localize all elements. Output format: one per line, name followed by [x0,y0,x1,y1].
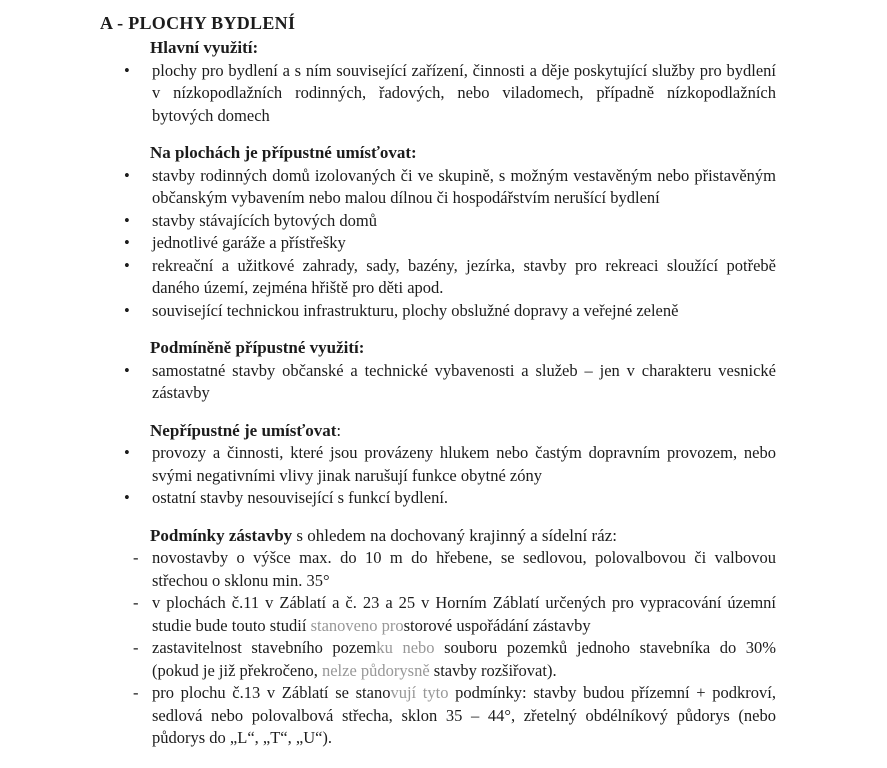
heading-run: Podmíněně přípustné využití: [150,338,365,357]
bullet-marker: • [124,165,130,185]
text-run: jednotlivé garáže a přístřešky [152,233,346,252]
heading-run: Hlavní využití: [150,38,259,57]
list-item [100,637,776,682]
heading-run: : [336,420,342,440]
bullet-marker: • [124,255,130,275]
section-item-list [100,360,776,405]
text-run: storové uspořádání zástavby [403,615,591,635]
document-title: A - PLOCHY BYDLENÍ [100,13,296,33]
text-run: stavby rodinných domů izolovaných či ve skupině, s možným vestavěným nebo přistavěným občanským vybavením nebo malou dílnou či hospodářstvím nerušící bydlení [152,165,776,207]
text-run: stavby stávajících bytových domů [152,210,377,230]
text-run: plochy pro bydlení a s ním související zařízení, činnosti a děje poskytující služby pro bydlení v nízkopodlažních rodinných, řadových, nebo viladomech, případně nízkopodlažních bytových domech [152,60,776,125]
faded-text-run: nelze půdorysně [321,660,430,680]
section [0,525,887,750]
dash-marker: - [133,638,139,657]
faded-text-run: ku nebo [376,638,435,657]
heading-run: Podmínky zástavby [150,525,293,545]
list-item [100,682,776,750]
section-heading [150,525,887,548]
text-run: pro plochu č.13 v Záblatí se stano [152,683,391,702]
section [0,337,887,405]
text-run: novostavby o výšce max. do 10 m do hřebene, se sedlovou, polovalbovou či valbovou střechou o sklonu min. 35° [152,548,776,590]
text-run: ostatní stavby nesouvisející s funkcí bydlení. [152,488,449,507]
text-run: související technickou infrastrukturu, plochy obslužné dopravy a veřejné zeleně [152,300,679,320]
text-run: podmínky: stavby budou přízemní + podkroví, sedlová nebo polovalbová střecha, sklon 35 – 44°, zřetelný obdélníkový půdorys (nebo půdorys do „L“, „T“, „U“). [152,683,776,747]
heading-run: Na plochách je přípustné umísťovat: [150,143,417,162]
bullet-marker: • [124,210,130,230]
list-item [100,165,776,210]
heading-run: s ohledem na dochovaný krajinný a sídelní ráz: [292,525,617,545]
section [0,37,887,127]
section-item-list [100,547,776,750]
section [0,420,887,510]
section [0,142,887,322]
document-body [0,37,887,750]
list-item [100,547,776,592]
section-item-list [100,165,776,323]
list-item [100,210,776,233]
section-item-list [100,60,776,128]
list-item [100,232,776,255]
faded-text-run: vují tyto [390,683,449,702]
section-item-list [100,442,776,510]
text-run: samostatné stavby občanské a technické vybavenosti a služeb – jen v charakteru vesnické zástavby [152,360,776,402]
list-item [100,487,776,510]
bullet-marker: • [124,488,130,507]
list-item [100,255,776,300]
text-run: souboru pozemků jednoho stavebníka do 30% (pokud je již překročeno, [152,638,777,680]
list-item [100,300,776,323]
text-run: rekreační a užitkové zahrady, sady, bazény, jezírka, stavby pro rekreaci sloužící potřebě daného území, zejména hřiště pro děti apod. [152,255,776,297]
section-heading [150,420,887,443]
heading-run: Nepřípustné je umísťovat [150,420,337,440]
section-heading [150,37,887,60]
bullet-marker: • [124,443,130,462]
bullet-marker: • [124,300,130,320]
dash-marker: - [133,548,139,567]
text-run: provozy a činnosti, které jsou provázeny hlukem nebo častým dopravním provozem, nebo svými negativními vlivy jinak narušují funkce obytné zóny [152,443,776,485]
faded-text-run: stanoveno pro [310,615,404,635]
section-heading [150,142,887,165]
dash-marker: - [133,683,139,702]
bullet-marker: • [124,233,130,252]
dash-marker: - [133,593,139,612]
section-heading [150,337,887,360]
list-item [100,60,776,128]
bullet-marker: • [124,60,130,80]
list-item [100,592,776,637]
text-run: v plochách č.11 v Záblatí a č. 23 a 25 v Horním Záblatí určených pro vypracování územní studie bude touto studií [152,593,776,635]
list-item [100,360,776,405]
text-run: stavby rozšiřovat). [429,660,557,680]
text-run: zastavitelnost stavebního pozem [152,638,377,657]
bullet-marker: • [124,360,130,380]
list-item [100,442,776,487]
